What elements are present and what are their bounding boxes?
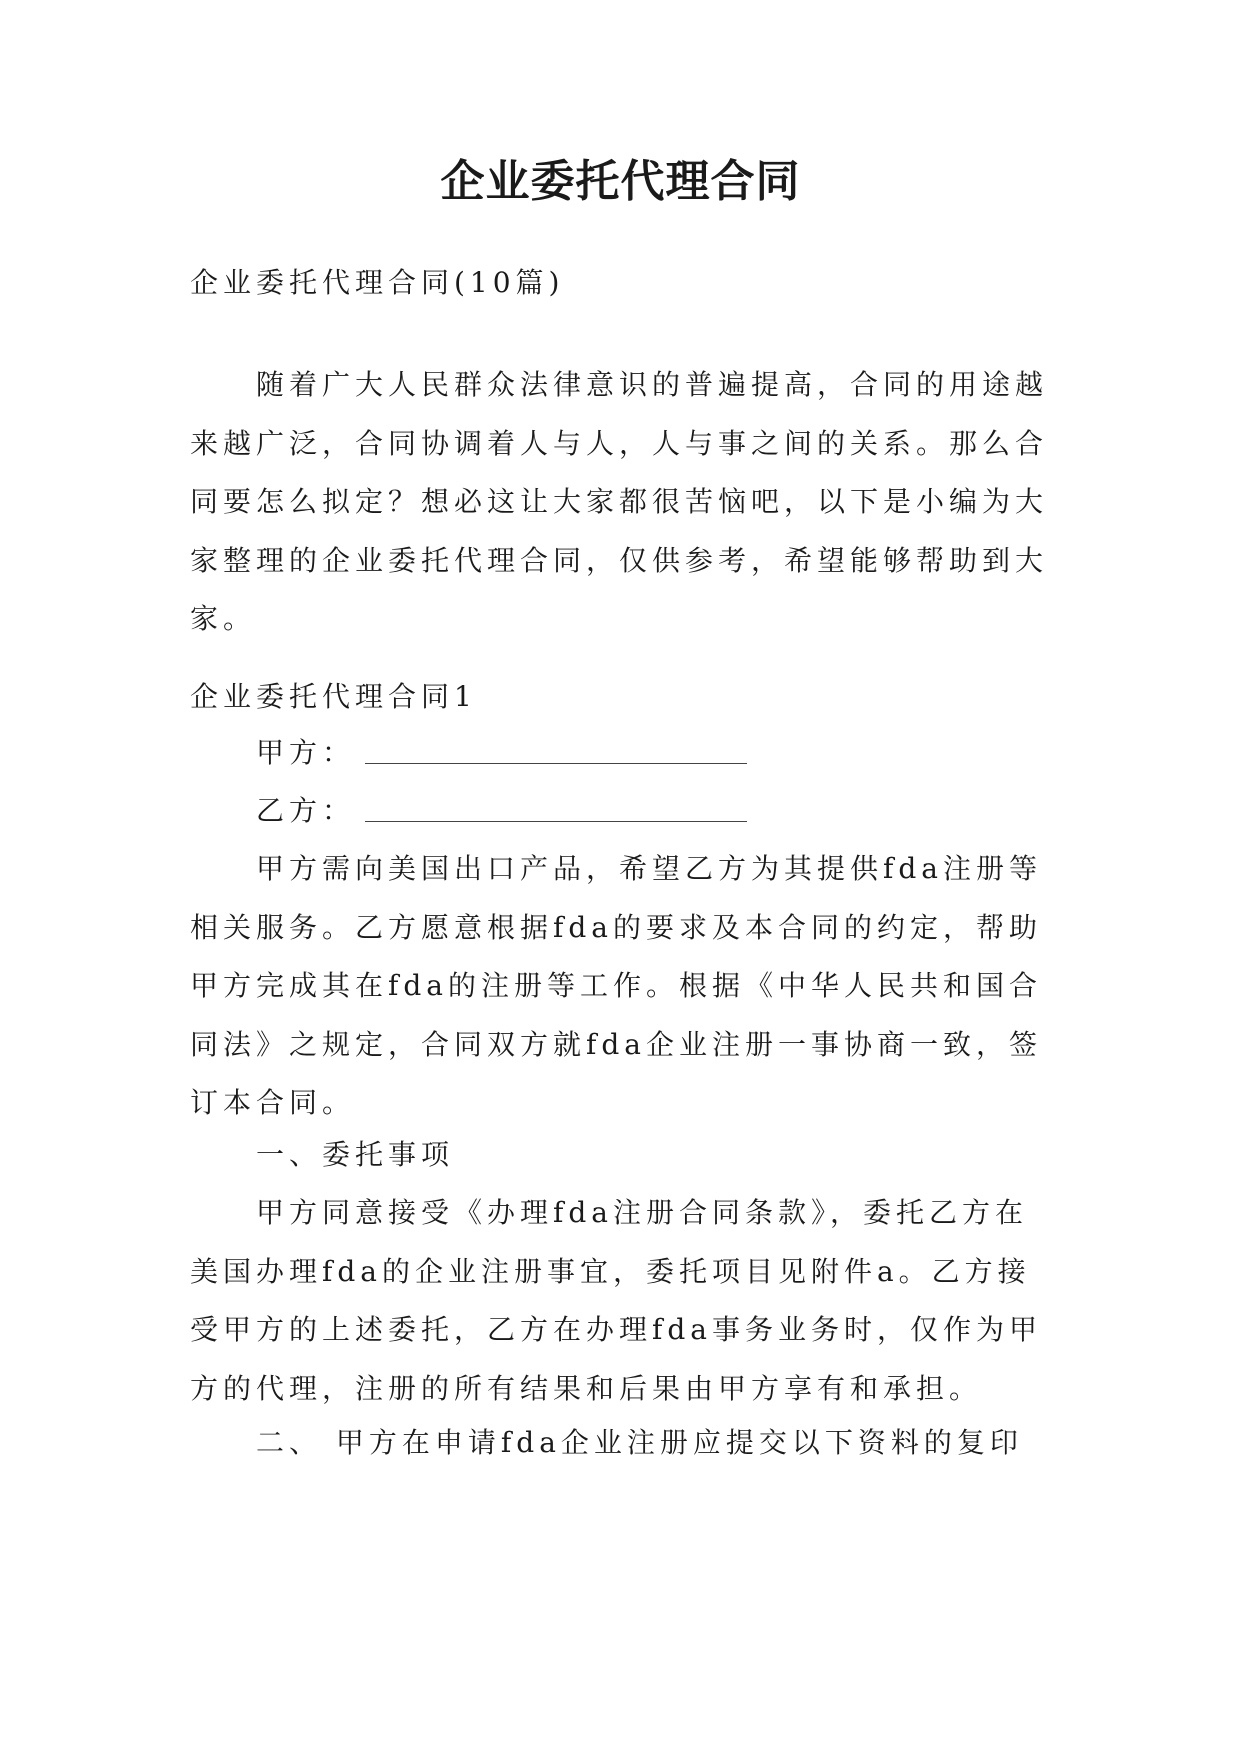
document-title: 企业委托代理合同 [440, 156, 801, 207]
party-a-field [256, 724, 747, 782]
party-b-field [256, 782, 747, 840]
item-1-heading: 一、委托事项 [256, 1138, 455, 1171]
party-b-blank[interactable] [365, 785, 747, 822]
intro-paragraph: 随着广大人民群众法律意识的普遍提高，合同的用途越来越广泛，合同协调着人与人，人与事之间的关系。那么合同要怎么拟定？想必这让大家都很苦恼吧，以下是小编为大家整理的企业委托代理合同，仅供参考，希望能够帮助到大家。 [190, 368, 1049, 635]
contract-paragraph-2: 甲方同意接受《办理fda注册合同条款》，委托乙方在美国办理fda的企业注册事宜，委托项目见附件a。乙方接受甲方的上述委托，乙方在办理fda事务业务时，仅作为甲方的代理，注册的所有结果和后果由甲方享有和承担。 [190, 1196, 1042, 1405]
party-b-label: 乙方： [256, 794, 356, 827]
party-a-label: 甲方： [256, 736, 356, 769]
section-heading: 企业委托代理合同1 [190, 680, 477, 713]
contract-paragraph-1: 甲方需向美国出口产品，希望乙方为其提供fda注册等相关服务。乙方愿意根据fda的要求及本合同的约定，帮助甲方完成其在fda的注册等工作。根据《中华人民共和国合同法》之规定，合同双方就fda企业注册一事协商一致，签订本合同。 [190, 852, 1042, 1119]
party-a-blank[interactable] [365, 727, 747, 764]
document-subtitle: 企业委托代理合同(10篇) [190, 266, 565, 299]
item-2-text: 二、 甲方在申请fda企业注册应提交以下资料的复印 [256, 1426, 1023, 1459]
